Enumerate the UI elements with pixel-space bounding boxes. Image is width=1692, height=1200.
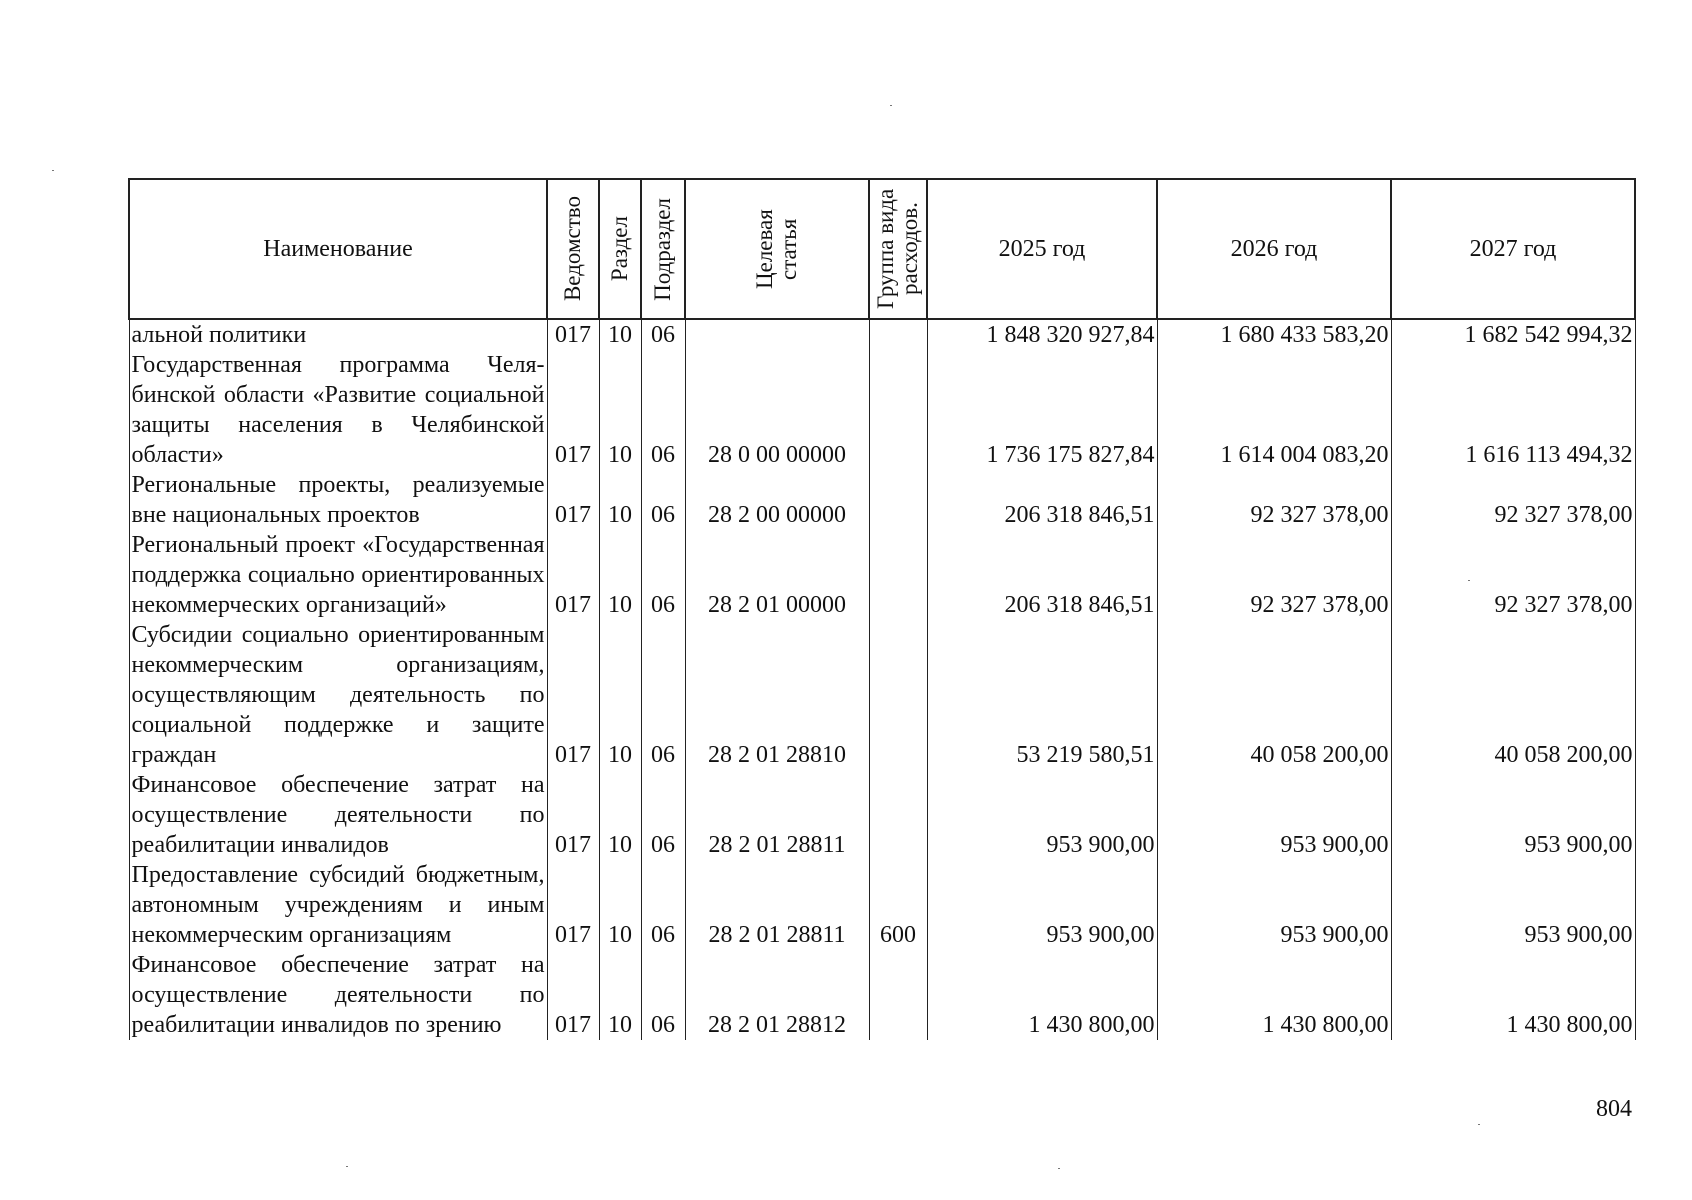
row-amount-2027: 1 616 113 494,32 [1391,350,1635,470]
scan-speck [52,170,54,171]
row-section: 10 [599,860,641,950]
row-amount-2026: 953 900,00 [1157,860,1391,950]
row-amount-2027: 953 900,00 [1391,770,1635,860]
row-department: 017 [547,530,599,620]
table-row [129,770,1635,860]
row-section: 10 [599,620,641,770]
row-expense-group: 600 [869,860,927,950]
row-section: 10 [599,319,641,350]
row-target-article [685,319,869,350]
budget-table [128,178,1636,1040]
row-department: 017 [547,620,599,770]
row-subsection: 06 [641,620,685,770]
row-subsection: 06 [641,530,685,620]
row-amount-2027: 92 327 378,00 [1391,530,1635,620]
header-year-2027 [1391,179,1635,319]
row-subsection: 06 [641,319,685,350]
table-row [129,860,1635,950]
row-section: 10 [599,470,641,530]
header-subsection-label: Подраздел [650,197,675,301]
table-row [129,950,1635,1040]
row-department: 017 [547,350,599,470]
row-target-article: 28 2 01 28811 [685,860,869,950]
row-amount-2027: 1 682 542 994,32 [1391,319,1635,350]
row-department: 017 [547,770,599,860]
row-target-article: 28 2 01 28812 [685,950,869,1040]
row-department: 017 [547,470,599,530]
header-department-label: Ведомство [560,196,585,302]
row-department: 017 [547,860,599,950]
scan-speck [1468,580,1470,581]
row-section: 10 [599,950,641,1040]
table-row [129,350,1635,470]
header-year-2026-label: 2026 год [1230,236,1318,262]
row-expense-group [869,350,927,470]
row-subsection: 06 [641,470,685,530]
row-name: альной политики [129,319,547,350]
row-expense-group [869,319,927,350]
table-row [129,530,1635,620]
row-amount-2025: 206 318 846,51 [927,470,1157,530]
row-department: 017 [547,950,599,1040]
row-amount-2025: 953 900,00 [927,770,1157,860]
row-expense-group [869,470,927,530]
header-year-2026 [1157,179,1391,319]
row-section: 10 [599,530,641,620]
row-target-article: 28 0 00 00000 [685,350,869,470]
header-row [129,179,1635,319]
row-amount-2025: 206 318 846,51 [927,530,1157,620]
row-name: Региональные проекты, реализуемые вне национальных проектов [129,470,547,530]
row-amount-2027: 92 327 378,00 [1391,470,1635,530]
table-body [129,319,1635,1040]
header-target-article-label: Целевая статья [752,209,801,289]
header-expense-group [869,179,927,319]
table-header [129,179,1635,319]
header-target-article [685,179,869,319]
row-target-article: 28 2 00 00000 [685,470,869,530]
row-target-article: 28 2 01 00000 [685,530,869,620]
row-name: Предоставление субсидий бюджетным, автономным учреждениям и иным некоммерческим организациям [129,860,547,950]
row-department: 017 [547,319,599,350]
header-expense-group-label: Группа вида расходов. [873,188,922,310]
table-row [129,470,1635,530]
row-name: Финансовое обеспечение затрат на осуществление деятельности по реабилитации инвалидов по зрению [129,950,547,1040]
scan-speck [1478,1124,1480,1125]
header-department [547,179,599,319]
row-section: 10 [599,770,641,860]
row-amount-2026: 92 327 378,00 [1157,470,1391,530]
header-year-2025-label: 2025 год [998,236,1086,262]
scan-speck [346,1166,348,1167]
row-subsection: 06 [641,860,685,950]
scan-speck [890,105,892,106]
row-subsection: 06 [641,770,685,860]
header-name [129,179,547,319]
row-subsection: 06 [641,350,685,470]
row-amount-2027: 40 058 200,00 [1391,620,1635,770]
header-year-2025 [927,179,1157,319]
header-section [599,179,641,319]
header-section-label: Раздел [607,216,632,282]
row-amount-2025: 1 430 800,00 [927,950,1157,1040]
row-amount-2027: 953 900,00 [1391,860,1635,950]
scan-speck [1058,1168,1060,1169]
row-amount-2025: 953 900,00 [927,860,1157,950]
row-name: Региональный проект «Государственная поддержка социально ориентированных некоммерческих организаций» [129,530,547,620]
row-amount-2025: 1 736 175 827,84 [927,350,1157,470]
row-expense-group [869,770,927,860]
row-amount-2026: 1 430 800,00 [1157,950,1391,1040]
row-expense-group [869,530,927,620]
row-target-article: 28 2 01 28810 [685,620,869,770]
row-expense-group [869,620,927,770]
row-amount-2025: 53 219 580,51 [927,620,1157,770]
header-name-label: Наименование [263,236,413,262]
row-amount-2026: 40 058 200,00 [1157,620,1391,770]
row-expense-group [869,950,927,1040]
row-amount-2027: 1 430 800,00 [1391,950,1635,1040]
row-amount-2026: 1 680 433 583,20 [1157,319,1391,350]
row-amount-2025: 1 848 320 927,84 [927,319,1157,350]
row-name: Финансовое обеспечение затрат на осуществление деятельности по реабилитации инвалидов [129,770,547,860]
table-row [129,319,1635,350]
row-name: Субсидии социально ориентированным некоммерческим организациям, осуществляющим деятельность по социальной поддержке и защите граждан [129,620,547,770]
row-subsection: 06 [641,950,685,1040]
row-section: 10 [599,350,641,470]
row-amount-2026: 1 614 004 083,20 [1157,350,1391,470]
table-row [129,620,1635,770]
row-amount-2026: 953 900,00 [1157,770,1391,860]
page-number: 804 [1596,1096,1632,1122]
row-target-article: 28 2 01 28811 [685,770,869,860]
header-year-2027-label: 2027 год [1469,236,1557,262]
row-amount-2026: 92 327 378,00 [1157,530,1391,620]
row-name: Государственная программа Челябинской области «Развитие социальной защиты населения в Челябинской области» [129,350,547,470]
header-subsection [641,179,685,319]
